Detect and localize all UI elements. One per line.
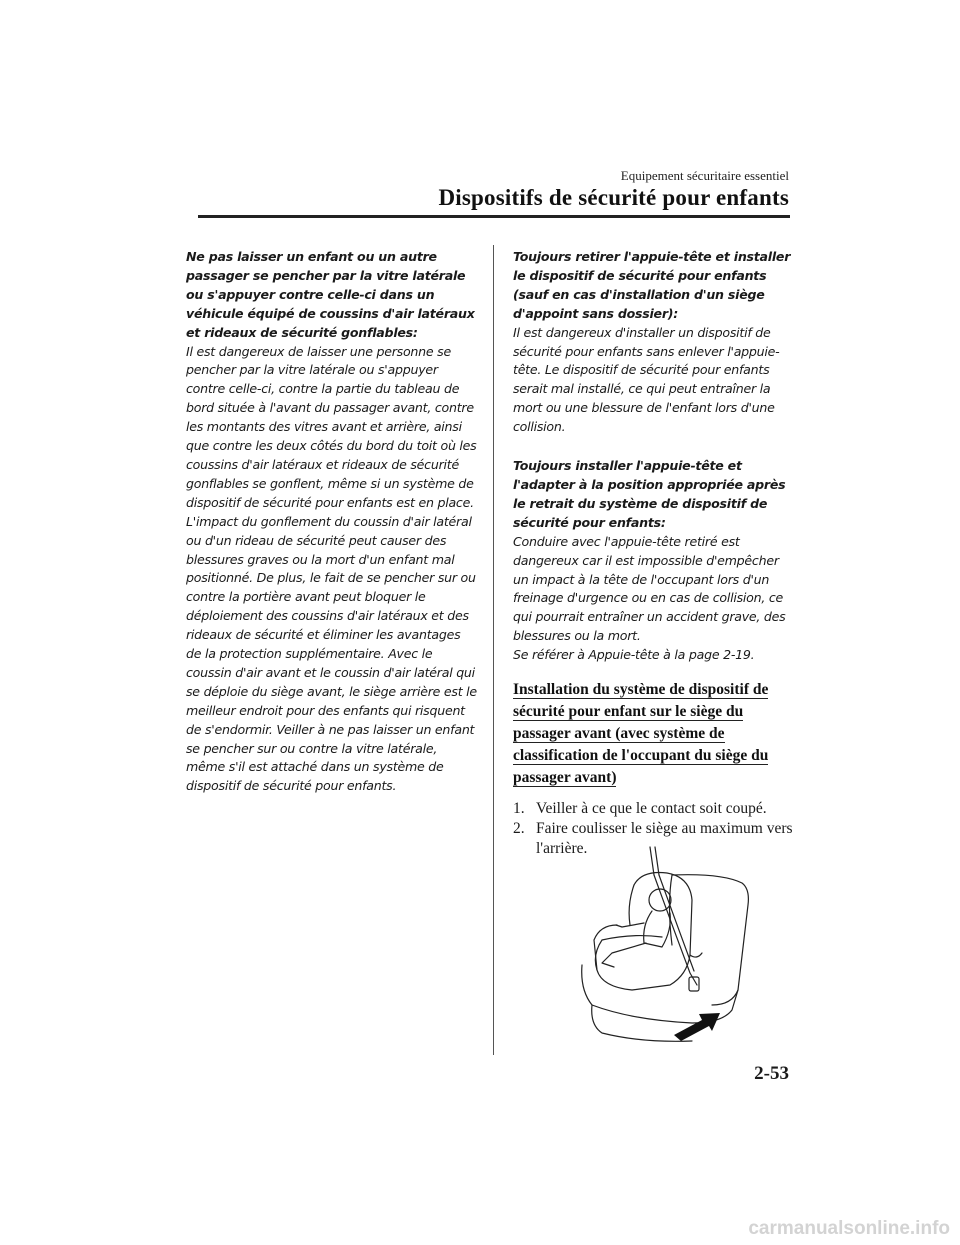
belt-strap	[650, 847, 654, 875]
section-label: Equipement sécuritaire essentiel	[620, 168, 789, 183]
page-reference: Se référer à Appuie-tête à la page 2-19.	[513, 647, 755, 663]
page-number: 2-53	[754, 1063, 789, 1084]
warning-heading: Toujours installer l'appuie-tête et l'adapter à la position appropriée après le retrait du système de dispositif de sécurité pour enfants:	[513, 458, 786, 530]
child-seat-shell	[594, 873, 692, 991]
section-heading-line: sécurité pour enfant sur le siège du	[513, 703, 744, 721]
warning-heading: Ne pas laisser un enfant ou un autre passager se pencher par la vitre latérale ou s'appuyer contre celle-ci dans un véhicule équipé de coussins d'air latéraux et rideaux de sécurité gonflables:	[186, 249, 475, 340]
headrest-remove-warning	[513, 248, 793, 437]
watermark: carmanualsonline.info	[748, 1218, 950, 1239]
step-item	[513, 799, 793, 819]
side-airbag-warning	[186, 248, 478, 796]
vehicle-seat-back	[672, 875, 748, 1005]
child-seat-illustration	[572, 845, 752, 1045]
warning-heading: Toujours retirer l'appuie-tête et installer le dispositif de sécurité pour enfants (sauf en cas d'installation d'un siège d'appoint sans dossier):	[513, 249, 791, 321]
direction-arrow	[674, 1013, 720, 1041]
section-heading-line: passager avant)	[513, 769, 617, 787]
column-divider	[493, 245, 494, 1055]
chapter-title: Dispositifs de sécurité pour enfants	[438, 185, 789, 210]
section-heading-line: classification de l'occupant du siège du	[513, 747, 769, 765]
section-heading-line: passager avant (avec système de	[513, 725, 725, 743]
section-heading-line: Installation du système de dispositif de	[513, 681, 769, 699]
step-number: 1.	[513, 800, 525, 818]
step-text: Faire coulisser le siège au maximum vers l'arrière.	[536, 820, 793, 858]
right-column	[513, 248, 793, 859]
step-number: 2.	[513, 820, 525, 838]
child-body	[644, 911, 671, 947]
step-text: Veiller à ce que le contact soit coupé.	[536, 800, 767, 818]
headrest-install-warning	[513, 457, 793, 665]
warning-text: Conduire avec l'appuie-tête retiré est dangereux car il est impossible d'empêcher un impact à la tête de l'occupant lors d'un freinage d'urgence ou en cas de collision, ce qui pourrait entraîner un accident grave, des blessures ou la mort.	[513, 533, 786, 644]
section-heading	[513, 679, 793, 789]
warning-text: Il est dangereux de laisser une personne se pencher par la vitre latérale ou s'appuyer contre celle-ci, contre la partie du tableau de bord située à l'avant du passager avant, contre les montants des vitres avant et arrière, ainsi que contre les deux côtés du bord du toit où les coussins d'air latéraux et rideaux de sécurité gonflables se gonflent, même si un système de dispositif de sécurité pour enfants est en place. L'impact du gonflement du coussin d'air latéral ou d'un rideau de sécurité peut causer des blessures graves ou la mort d'un enfant mal positionné. De plus, le fait de se pencher sur ou contre la portière avant peut bloquer le déploiement des coussins d'air latéraux et des rideaux de sécurité et éliminer les avantages de la protection supplémentaire. Avec le coussin d'air avant et le coussin d'air latéral qui se déploie du siège avant, le siège arrière est le meilleur endroit pour des enfants qui risquent de s'endormir. Veiller à ne pas laisser un enfant se pencher sur ou contre la vitre latérale, même s'il est attaché dans un système de dispositif de sécurité pour enfants.	[186, 343, 477, 794]
warning-text: Il est dangereux d'installer un dispositif de sécurité pour enfants sans enlever l'appuie-tête. Le dispositif de sécurité pour enfants serait mal installé, ce qui peut entraîner la mort ou une blessure de l'enfant lors d'une collision.	[513, 324, 780, 435]
left-column	[186, 248, 478, 796]
header-rule	[198, 215, 790, 218]
